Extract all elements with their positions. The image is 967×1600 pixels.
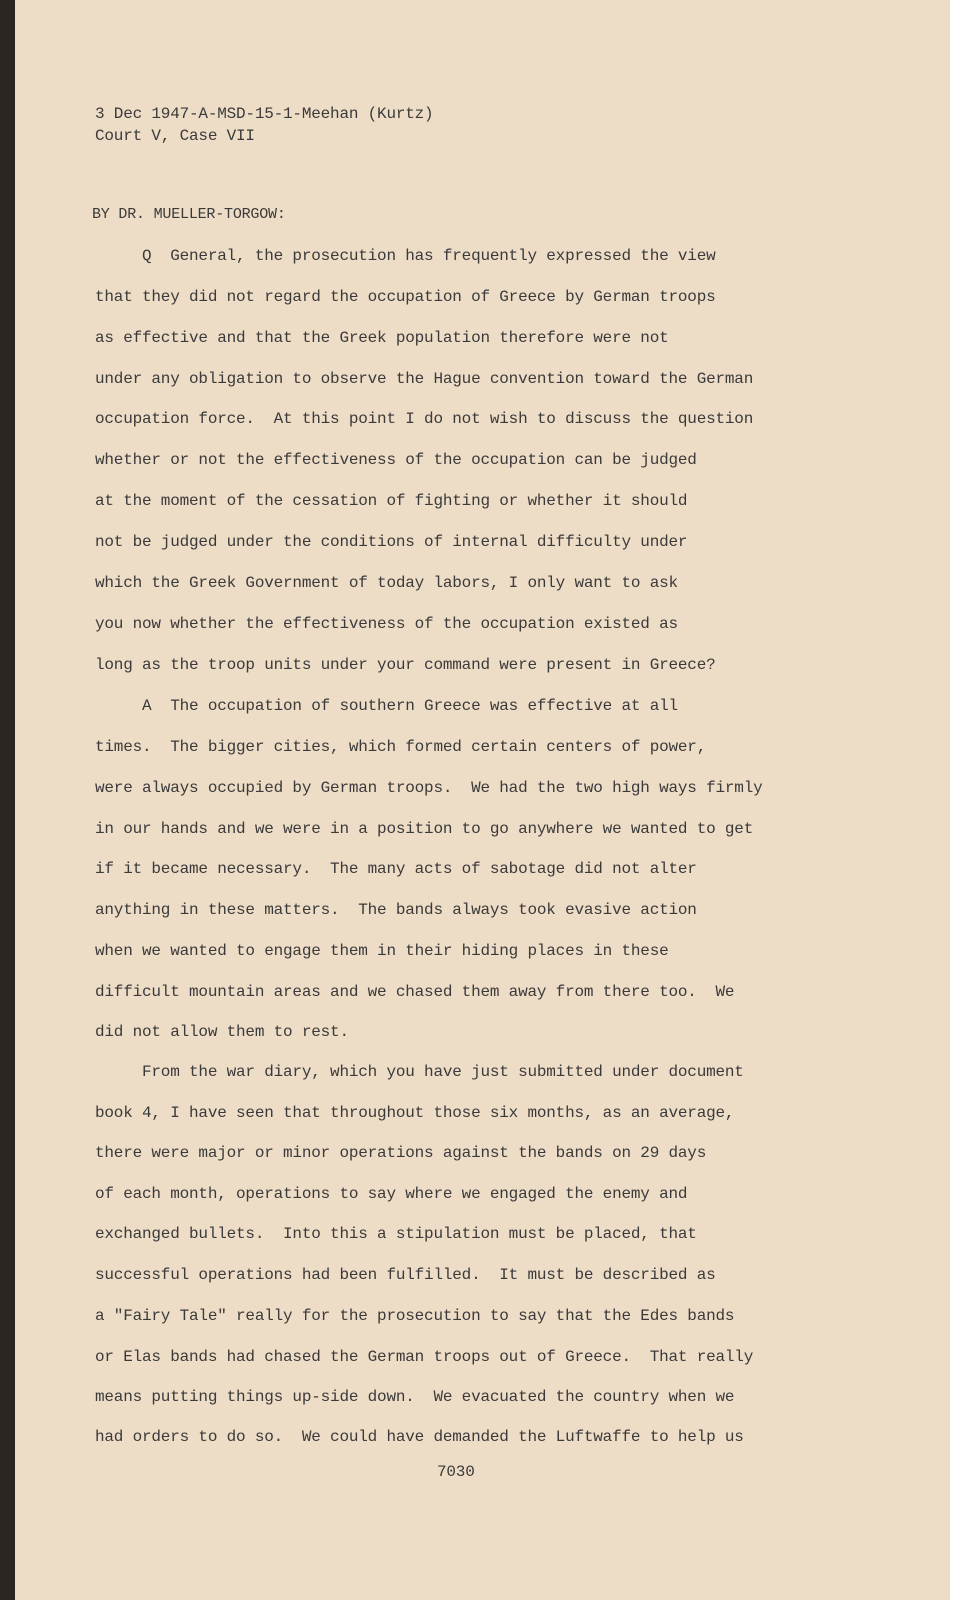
body-line: book 4, I have seen that throughout those six months, as an average, [95,1104,735,1122]
body-line: if it became necessary. The many acts of sabotage did not alter [95,860,697,878]
body-line: had orders to do so. We could have demanded the Luftwaffe to help us [95,1428,744,1446]
body-line: occupation force. At this point I do not wish to discuss the question [95,410,754,428]
body-line: long as the troop units under your command were present in Greece? [95,656,716,674]
body-line: times. The bigger cities, which formed certain centers of power, [95,738,707,756]
body-line: whether or not the effectiveness of the occupation can be judged [95,451,697,469]
body-line: anything in these matters. The bands always took evasive action [95,901,697,919]
header-court-case: Court V, Case VII [95,127,255,145]
body-line: in our hands and we were in a position to go anywhere we wanted to get [95,820,754,838]
body-line: which the Greek Government of today labors, I only want to ask [95,574,678,592]
body-line: were always occupied by German troops. We had the two high ways firmly [95,779,763,797]
body-line: A The occupation of southern Greece was effective at all [95,697,678,715]
body-line: there were major or minor operations against the bands on 29 days [95,1144,707,1162]
body-line: exchanged bullets. Into this a stipulation must be placed, that [95,1225,697,1243]
body-line: that they did not regard the occupation of Greece by German troops [95,288,716,306]
body-line: not be judged under the conditions of internal difficulty under [95,533,688,551]
body-line: when we wanted to engage them in their hiding places in these [95,942,669,960]
body-line: means putting things up-side down. We evacuated the country when we [95,1388,735,1406]
header-reference: 3 Dec 1947-A-MSD-15-1-Meehan (Kurtz) [95,105,434,123]
body-line: or Elas bands had chased the German troops out of Greece. That really [95,1348,754,1366]
body-line: difficult mountain areas and we chased them away from there too. We [95,983,735,1001]
body-line: did not allow them to rest. [95,1023,349,1041]
body-line: a "Fairy Tale" really for the prosecution to say that the Edes bands [95,1307,735,1325]
body-line: as effective and that the Greek population therefore were not [95,329,669,347]
body-line: under any obligation to observe the Hague convention toward the German [95,370,754,388]
body-line: From the war diary, which you have just submitted under document [95,1063,744,1081]
body-line: at the moment of the cessation of fighting or whether it should [95,492,688,510]
body-line: you now whether the effectiveness of the occupation existed as [95,615,678,633]
examiner-heading: BY DR. MUELLER-TORGOW: [92,206,286,223]
page-binding-edge [0,0,15,1600]
body-line: of each month, operations to say where we engaged the enemy and [95,1185,688,1203]
body-line: Q General, the prosecution has frequently expressed the view [95,247,716,265]
page-number: 7030 [437,1463,475,1481]
body-line: successful operations had been fulfilled. It must be described as [95,1266,716,1284]
